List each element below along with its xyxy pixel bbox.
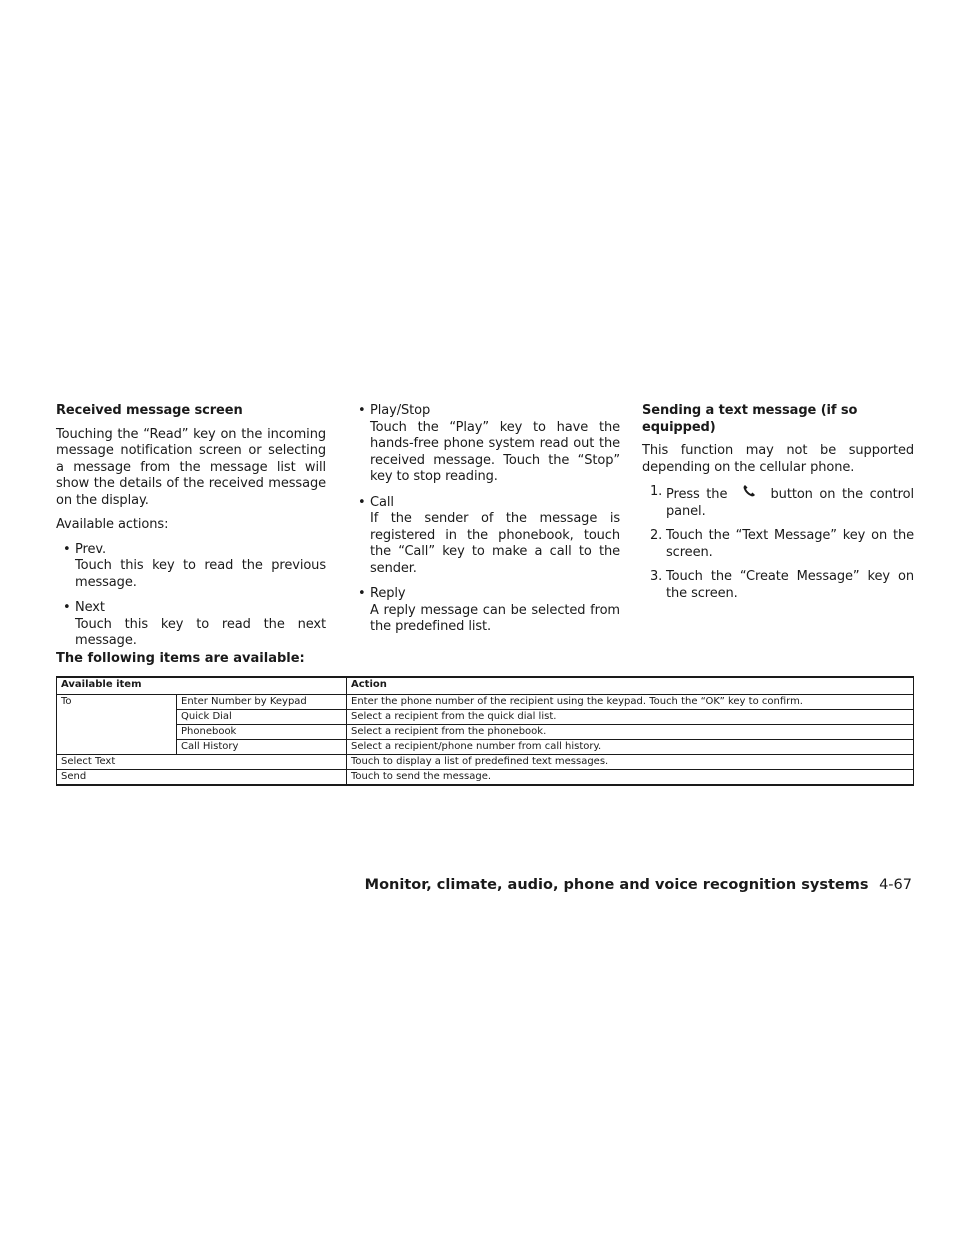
header-available-item: Available item [57, 677, 347, 694]
section-paragraph: Touching the “Read” key on the incoming message notification screen or selecting a message from the message list will show the details of the received message on the display. [56, 426, 326, 508]
bullet-item-reply [356, 586, 620, 636]
bullet-dot: • [358, 403, 366, 418]
step-text-before: Press the [666, 487, 728, 502]
section-heading: Sending a text message (if so equipped) [642, 403, 858, 435]
bullet-title: Prev. [75, 541, 106, 557]
bullet-title: Play/Stop [370, 403, 431, 418]
action-cell: Touch to send the message. [347, 769, 914, 785]
bullet-description: A reply message can be selected from the predefined list. [370, 602, 620, 634]
step-number: 1. [650, 484, 663, 499]
section-paragraph: This function may not be supported depending on the cellular phone. [642, 443, 914, 475]
actions-continued [356, 403, 620, 645]
step-number: 2. [650, 528, 663, 543]
table-row [57, 694, 914, 709]
step-3 [642, 569, 914, 602]
bullet-description: Touch this key to read the previous message. [75, 558, 326, 590]
footer-chapter-title: Monitor, climate, audio, phone and voice recognition systems [364, 877, 869, 893]
item-cell: Send [57, 769, 347, 785]
received-message-section [56, 403, 326, 659]
sub-item-cell: Call History [177, 739, 347, 754]
step-text: Touch the “Text Message” key on the screen. [666, 528, 914, 560]
bullet-item-next [61, 600, 326, 650]
table-row [57, 754, 914, 769]
bullet-item-play-stop [356, 403, 620, 486]
bullet-description: If the sender of the message is registered in the phonebook, touch the “Call” key to make a call to the sender. [370, 511, 620, 576]
bullet-title: Reply [370, 586, 406, 601]
step-text-after: button on the control panel. [666, 487, 914, 519]
action-cell: Select a recipient from the quick dial list. [347, 709, 914, 724]
header-action: Action [347, 677, 914, 694]
bullet-dot: • [63, 600, 71, 615]
table-header-row [57, 677, 914, 694]
item-cell: Select Text [57, 754, 347, 769]
step-1 [642, 484, 914, 520]
sub-item-cell: Phonebook [177, 724, 347, 739]
step-number: 3. [650, 569, 663, 584]
phone-icon-graphic [742, 484, 756, 498]
bullet-description: Touch this key to read the next message. [75, 616, 326, 648]
phone-icon [734, 484, 764, 503]
action-cell: Select a recipient/phone number from call history. [347, 739, 914, 754]
section-heading: Received message screen [56, 403, 243, 418]
bullet-dot: • [358, 586, 366, 601]
bullet-description: Touch the “Play” key to have the hands-free phone system read out the received message. Touch the “Stop” key to stop reading. [370, 419, 620, 484]
bullet-title: Call [370, 494, 394, 510]
step-text: Touch the “Create Message” key on the screen. [666, 569, 914, 601]
table-row [57, 739, 914, 754]
table-title: The following items are available: [56, 651, 305, 666]
bullet-dot: • [358, 494, 366, 510]
bullet-title: Next [75, 600, 105, 615]
actions-intro: Available actions: [56, 517, 169, 532]
action-cell: Select a recipient from the phonebook. [347, 724, 914, 739]
available-items-table [56, 676, 914, 786]
page-number: 4-67 [879, 877, 912, 893]
table-row [57, 709, 914, 724]
sub-item-cell: Quick Dial [177, 709, 347, 724]
step-2 [642, 528, 914, 561]
bullet-item-call [356, 495, 620, 578]
sending-text-section [642, 403, 914, 610]
table-row [57, 724, 914, 739]
item-cell: To [57, 694, 177, 754]
bullet-dot: • [63, 541, 71, 557]
bullet-item-prev [61, 542, 326, 592]
sub-item-cell: Enter Number by Keypad [177, 694, 347, 709]
action-cell: Touch to display a list of predefined text messages. [347, 754, 914, 769]
action-cell: Enter the phone number of the recipient using the keypad. Touch the “OK” key to confirm. [347, 694, 914, 709]
page-footer [365, 877, 912, 893]
table-row [57, 769, 914, 785]
